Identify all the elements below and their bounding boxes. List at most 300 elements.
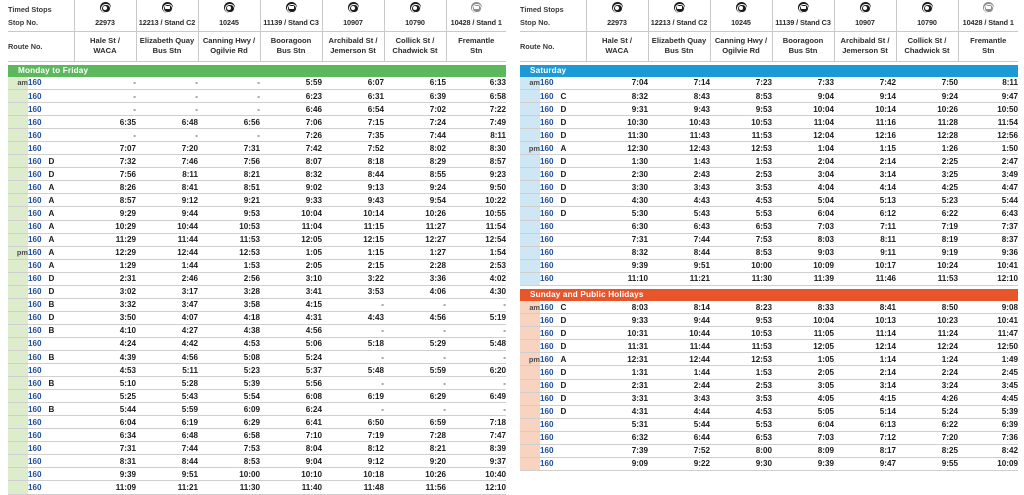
ampm-marker: [8, 455, 28, 468]
departure-time: 4:30: [489, 287, 506, 297]
departure-time: 4:53: [243, 339, 260, 349]
route-number: 160: [28, 378, 42, 388]
route-number: 160: [28, 143, 42, 153]
route-number-cell: [28, 364, 74, 377]
departure-time: 3:43: [693, 394, 710, 404]
departure-time: 10:40: [485, 469, 506, 479]
ampm-marker: [8, 259, 28, 272]
stop-icon-cell: [896, 0, 958, 18]
departure-time: 10:55: [485, 208, 506, 218]
departure-time: 10:04: [813, 315, 834, 325]
departure-time: 11:54: [997, 117, 1018, 127]
departure-time: 7:20: [941, 433, 958, 443]
table-row: [8, 103, 506, 116]
route-no-label: Route No.: [520, 41, 555, 51]
departure-time: 8:41: [879, 302, 896, 312]
route-number: 160: [28, 104, 42, 114]
table-row: [520, 392, 1018, 405]
departure-time: 12:53: [239, 248, 260, 258]
departure-time: 1:26: [941, 143, 958, 153]
departure-time: 2:53: [489, 261, 506, 271]
route-number: 160: [540, 407, 554, 417]
departure-time: 12:24: [937, 341, 958, 351]
departure-time: 8:03: [631, 302, 648, 312]
departure-time: 9:09: [631, 459, 648, 469]
table-row: [520, 353, 1018, 366]
departure-time: 8:23: [755, 302, 772, 312]
departure-time: 7:46: [181, 156, 198, 166]
stop-name-line2: Ogilvie Rd: [722, 46, 760, 55]
departure-time: 7:04: [631, 78, 648, 88]
table-row: [8, 390, 506, 403]
departure-time: 11:48: [363, 482, 384, 492]
no-service-cell: -: [195, 78, 198, 88]
route-number: 160: [28, 130, 42, 140]
route-number: 160: [28, 78, 42, 88]
route-suffix: A: [48, 235, 55, 245]
departure-time: 11:46: [875, 274, 896, 284]
departure-time: 8:37: [1001, 235, 1018, 245]
departure-time: 1:53: [755, 156, 772, 166]
departure-time: 6:19: [181, 417, 198, 427]
departure-time: 5:39: [243, 378, 260, 388]
departure-time: 9:12: [367, 456, 384, 466]
stop-name-line1: Collick St /: [395, 36, 435, 46]
departure-time: 11:53: [751, 341, 772, 351]
departure-time: 10:41: [997, 315, 1018, 325]
departure-time: 6:48: [181, 430, 198, 440]
departure-time: 5:28: [181, 378, 198, 388]
departure-time: 3:25: [941, 169, 958, 179]
departure-time: 9:31: [631, 104, 648, 114]
departure-time: 2:43: [693, 169, 710, 179]
no-service-cell: -: [443, 326, 446, 336]
departure-time: 3:22: [367, 274, 384, 284]
departure-time: 6:48: [181, 117, 198, 127]
route-suffix: D: [48, 274, 55, 284]
departure-time: 9:24: [429, 182, 446, 192]
ampm-marker: [8, 364, 28, 377]
ampm-marker: [8, 324, 28, 337]
route-number-cell: [540, 90, 586, 103]
departure-time: 7:44: [693, 235, 710, 245]
stop-name: [586, 31, 648, 61]
table-row: [520, 314, 1018, 327]
departure-time: 7:22: [489, 104, 506, 114]
route-suffix: D: [560, 208, 567, 218]
route-number-cell: [540, 314, 586, 327]
route-number-cell: [540, 155, 586, 168]
departure-time: 11:10: [627, 274, 648, 284]
departure-time: 7:07: [119, 143, 136, 153]
route-number-cell: [28, 377, 74, 390]
departure-time: 8:33: [817, 302, 834, 312]
departure-time: 5:48: [489, 339, 506, 349]
departure-time: 8:12: [367, 443, 384, 453]
departure-time: 8:53: [755, 248, 772, 258]
stop-name-line1: Hale St /: [602, 36, 632, 46]
ampm-marker: [520, 418, 540, 431]
route-number: 160: [540, 222, 554, 232]
departure-time: 10:29: [115, 222, 136, 232]
departure-time: 7:03: [817, 433, 834, 443]
stop-name: [958, 31, 1018, 61]
departure-time: 10:30: [627, 117, 648, 127]
no-service-cell: -: [443, 352, 446, 362]
table-row: [8, 468, 506, 481]
departure-time: 4:47: [1001, 182, 1018, 192]
departure-time: 1:54: [489, 248, 506, 258]
departure-time: 9:24: [941, 91, 958, 101]
ampm-marker: [520, 457, 540, 470]
departure-time: 4:06: [429, 287, 446, 297]
departure-time: 12:05: [301, 235, 322, 245]
ampm-marker: [520, 90, 540, 103]
stop-name-line2: Chadwick St: [904, 46, 950, 55]
route-number-cell: [28, 429, 74, 442]
ampm-marker: [520, 431, 540, 444]
departure-time: 5:04: [817, 195, 834, 205]
ampm-marker: [8, 220, 28, 233]
bus-stop-icon: [612, 2, 623, 13]
departure-time: 9:21: [243, 195, 260, 205]
departure-time: 4:15: [879, 394, 896, 404]
route-number: 160: [540, 117, 554, 127]
ampm-marker: [8, 116, 28, 129]
route-number-cell: [28, 481, 74, 494]
departure-time: 4:31: [305, 313, 322, 323]
departure-time: 1:30: [631, 156, 648, 166]
departure-time: 5:08: [243, 352, 260, 362]
departure-time: 4:25: [941, 182, 958, 192]
ampm-marker: [520, 405, 540, 418]
ampm-marker: [8, 103, 28, 116]
stop-name-line1: Archibald St /: [840, 36, 890, 46]
stop-name-line2: Jemerson St: [842, 46, 888, 55]
departure-time: 7:11: [880, 222, 896, 232]
stop-name-line2: WACA: [93, 46, 117, 55]
departure-time: 8:03: [817, 235, 834, 245]
departure-time: 4:30: [631, 195, 648, 205]
departure-time: 10:41: [997, 261, 1018, 271]
route-number-cell: [540, 457, 586, 470]
bus-stop-icon: [410, 2, 421, 13]
route-suffix: D: [560, 394, 567, 404]
stop-icon-cell: [834, 0, 896, 18]
table-row: [520, 220, 1018, 233]
route-number-cell: [540, 392, 586, 405]
departure-time: 7:03: [817, 222, 834, 232]
departure-time: 3:36: [429, 274, 446, 284]
departure-time: 2:56: [243, 274, 260, 284]
route-suffix: D: [560, 328, 567, 338]
departure-time: 4:14: [879, 182, 896, 192]
departure-time: 6:46: [305, 104, 322, 114]
stop-icon-cell: [322, 0, 384, 18]
departure-time: 7:53: [755, 235, 772, 245]
route-suffix: C: [560, 91, 567, 101]
departure-time: 4:24: [119, 339, 136, 349]
table-row: [520, 103, 1018, 116]
departure-time: 4:07: [181, 313, 198, 323]
departure-time: 3:32: [119, 300, 136, 310]
departure-time: 7:36: [1001, 433, 1018, 443]
ampm-marker: [8, 377, 28, 390]
departure-time: 6:35: [119, 117, 136, 127]
route-suffix: A: [48, 208, 55, 218]
departure-time: 6:41: [305, 417, 322, 427]
ampm-marker: [8, 142, 28, 155]
route-suffix: D: [560, 117, 567, 127]
departure-time: 7:31: [631, 235, 648, 245]
departure-time: 10:10: [301, 469, 322, 479]
departure-time: 2:31: [631, 381, 648, 391]
route-suffix: D: [560, 315, 567, 325]
departure-time: 3:49: [1001, 169, 1018, 179]
route-number: 160: [28, 456, 42, 466]
stop-name: [198, 31, 260, 61]
stop-name-line2: Ogilvie Rd: [210, 46, 248, 55]
departure-time: 9:08: [1001, 302, 1018, 312]
table-row: [8, 272, 506, 285]
table-row: [8, 403, 506, 416]
ampm-marker: [8, 468, 28, 481]
table-row: [8, 155, 506, 168]
departure-time: 5:24: [305, 352, 322, 362]
stop-name-line1: Elizabeth Quay: [651, 36, 707, 46]
departure-time: 1:53: [755, 368, 772, 377]
departure-time: 1:05: [817, 354, 834, 364]
departure-time: 9:23: [489, 169, 506, 179]
departure-time: 12:10: [997, 274, 1018, 284]
departure-time: 5:23: [941, 195, 958, 205]
departure-time: 7:31: [243, 143, 260, 153]
route-number-cell: [28, 416, 74, 429]
departure-time: 8:25: [941, 446, 958, 456]
departure-time: 8:44: [181, 456, 198, 466]
departure-time: 8:11: [1002, 78, 1018, 88]
departure-time: 11:09: [115, 482, 136, 492]
departure-time: 7:35: [367, 130, 384, 140]
departure-time: 3:04: [817, 169, 834, 179]
stop-number: 10907: [322, 18, 384, 31]
departure-time: 3:14: [879, 169, 896, 179]
stop-name: [834, 31, 896, 61]
departure-time: 6:34: [119, 430, 136, 440]
departure-time: 7:50: [941, 78, 958, 88]
route-suffix: D: [560, 381, 567, 391]
ampm-marker: [8, 350, 28, 363]
table-row: [520, 155, 1018, 168]
departure-time: 9:53: [243, 208, 260, 218]
route-number-cell: [540, 405, 586, 418]
departure-time: 3:53: [367, 287, 384, 297]
route-number: 160: [540, 130, 554, 140]
ampm-marker: [520, 194, 540, 207]
no-service-cell: -: [133, 78, 136, 88]
departure-time: 2:05: [817, 368, 834, 377]
route-number-cell: [28, 455, 74, 468]
departure-time: 5:59: [305, 78, 322, 88]
departure-time: 6:15: [429, 78, 446, 88]
departure-time: 9:47: [1001, 91, 1018, 101]
route-suffix: D: [560, 104, 567, 114]
departure-time: 7:14: [693, 78, 710, 88]
ampm-marker: [520, 116, 540, 129]
ampm-marker: [8, 194, 28, 207]
departure-time: 3:30: [631, 182, 648, 192]
stop-no-label: Stop No.: [8, 18, 38, 27]
departure-time: 3:10: [305, 274, 322, 284]
table-row: [520, 418, 1018, 431]
route-suffix: D: [560, 169, 567, 179]
departure-time: 11:21: [177, 482, 198, 492]
departure-time: 6:31: [367, 91, 384, 101]
departure-time: 10:44: [689, 328, 710, 338]
departure-time: 9:54: [429, 195, 446, 205]
departure-time: 5:30: [631, 208, 648, 218]
departure-time: 11:31: [627, 341, 648, 351]
departure-time: 9:43: [693, 104, 710, 114]
route-suffix: D: [560, 195, 567, 205]
departure-time: 9:11: [880, 248, 896, 258]
departure-time: 1:44: [181, 261, 198, 271]
stop-name-line2: Bus Stn: [788, 46, 818, 55]
departure-time: 11:15: [363, 222, 384, 232]
departure-time: 10:23: [937, 315, 958, 325]
route-suffix: C: [560, 302, 567, 312]
departure-time: 9:36: [1001, 248, 1018, 258]
departure-time: 3:53: [755, 182, 772, 192]
departure-time: 10:50: [997, 104, 1018, 114]
table-row: [8, 416, 506, 429]
departure-time: 6:04: [817, 208, 834, 218]
departure-time: 5:18: [367, 339, 384, 349]
departure-time: 5:53: [755, 208, 772, 218]
bus-station-icon: [798, 2, 809, 13]
departure-time: 1:14: [879, 354, 896, 364]
stop-name-line2: Bus Stn: [276, 46, 306, 55]
route-number: 160: [540, 261, 554, 271]
stop-name-line2: Chadwick St: [392, 46, 438, 55]
stops-header-table: [8, 0, 506, 62]
departure-time: 8:31: [119, 456, 136, 466]
table-row: [520, 259, 1018, 272]
route-number: 160: [540, 195, 554, 205]
stop-name-line1: Hale St /: [90, 36, 120, 46]
departure-time: 5:43: [693, 208, 710, 218]
timetable-saturday: [520, 77, 1018, 286]
ampm-marker: [8, 337, 28, 350]
departure-time: 8:51: [243, 182, 260, 192]
stop-icon-cell: [710, 0, 772, 18]
departure-time: 6:04: [119, 417, 136, 427]
departure-time: 6:50: [367, 417, 384, 427]
stop-icon-cell: [772, 0, 834, 18]
departure-time: 6:22: [941, 208, 958, 218]
departure-time: 6:32: [631, 433, 648, 443]
departure-time: 8:21: [243, 169, 260, 179]
ampm-marker: [8, 311, 28, 324]
table-row: [8, 259, 506, 272]
table-row: [8, 429, 506, 442]
route-number: 160: [28, 222, 42, 232]
route-number: 160: [28, 326, 42, 336]
no-service-cell: -: [443, 404, 446, 414]
departure-time: 4:56: [429, 313, 446, 323]
stop-name-line2: WACA: [605, 46, 629, 55]
departure-time: 5:31: [631, 420, 648, 430]
departure-time: 11:44: [689, 341, 710, 351]
stop-name: [74, 31, 136, 61]
route-number-cell: [540, 301, 586, 314]
bus-stop-icon: [224, 2, 235, 13]
table-row: [520, 129, 1018, 142]
ampm-marker: [8, 298, 28, 311]
departure-time: 4:38: [243, 326, 260, 336]
route-number: 160: [540, 235, 554, 245]
timetable-monday-to-friday: [8, 77, 506, 495]
route-number-cell: [540, 431, 586, 444]
departure-time: 2:25: [941, 156, 958, 166]
route-number: 160: [28, 391, 42, 401]
route-number-cell: [540, 194, 586, 207]
route-number: 160: [28, 117, 42, 127]
ampm-marker: [520, 379, 540, 392]
departure-time: 10:14: [875, 104, 896, 114]
route-number-cell: [28, 324, 74, 337]
no-service-cell: -: [503, 378, 506, 388]
departure-time: 11:30: [627, 130, 648, 140]
ampm-marker: am: [8, 77, 28, 90]
no-service-cell: -: [133, 104, 136, 114]
route-number: 160: [540, 446, 554, 456]
departure-time: 8:11: [490, 130, 506, 140]
ampm-marker: [520, 314, 540, 327]
route-number-cell: [540, 246, 586, 259]
departure-time: 6:22: [941, 420, 958, 430]
departure-time: 11:29: [115, 235, 136, 245]
departure-time: 5:19: [489, 313, 506, 323]
route-suffix: D: [560, 407, 567, 417]
route-suffix: D: [560, 156, 567, 166]
ampm-marker: [8, 168, 28, 181]
day-band-sunday-and-public-holidays: Sunday and Public Holidays: [520, 289, 1018, 301]
departure-time: 12:16: [875, 130, 896, 140]
departure-time: 4:53: [119, 365, 136, 375]
table-row: [520, 340, 1018, 353]
route-suffix: A: [48, 261, 55, 271]
departure-time: 10:22: [485, 195, 506, 205]
departure-time: 4:10: [119, 326, 136, 336]
route-number-cell: [28, 194, 74, 207]
route-number-cell: [28, 103, 74, 116]
stop-number: 10790: [384, 18, 446, 31]
ampm-marker: [8, 233, 28, 246]
table-row: [8, 285, 506, 298]
stop-name: [710, 31, 772, 61]
route-number: 160: [540, 91, 554, 101]
departure-time: 5:29: [429, 339, 446, 349]
table-row: [8, 168, 506, 181]
no-service-cell: -: [381, 404, 384, 414]
departure-time: 6:29: [429, 391, 446, 401]
departure-time: 9:03: [817, 248, 834, 258]
route-suffix: D: [48, 287, 55, 297]
departure-time: 11:53: [937, 274, 958, 284]
route-suffix: B: [48, 352, 55, 362]
departure-time: 5:44: [1001, 195, 1018, 205]
